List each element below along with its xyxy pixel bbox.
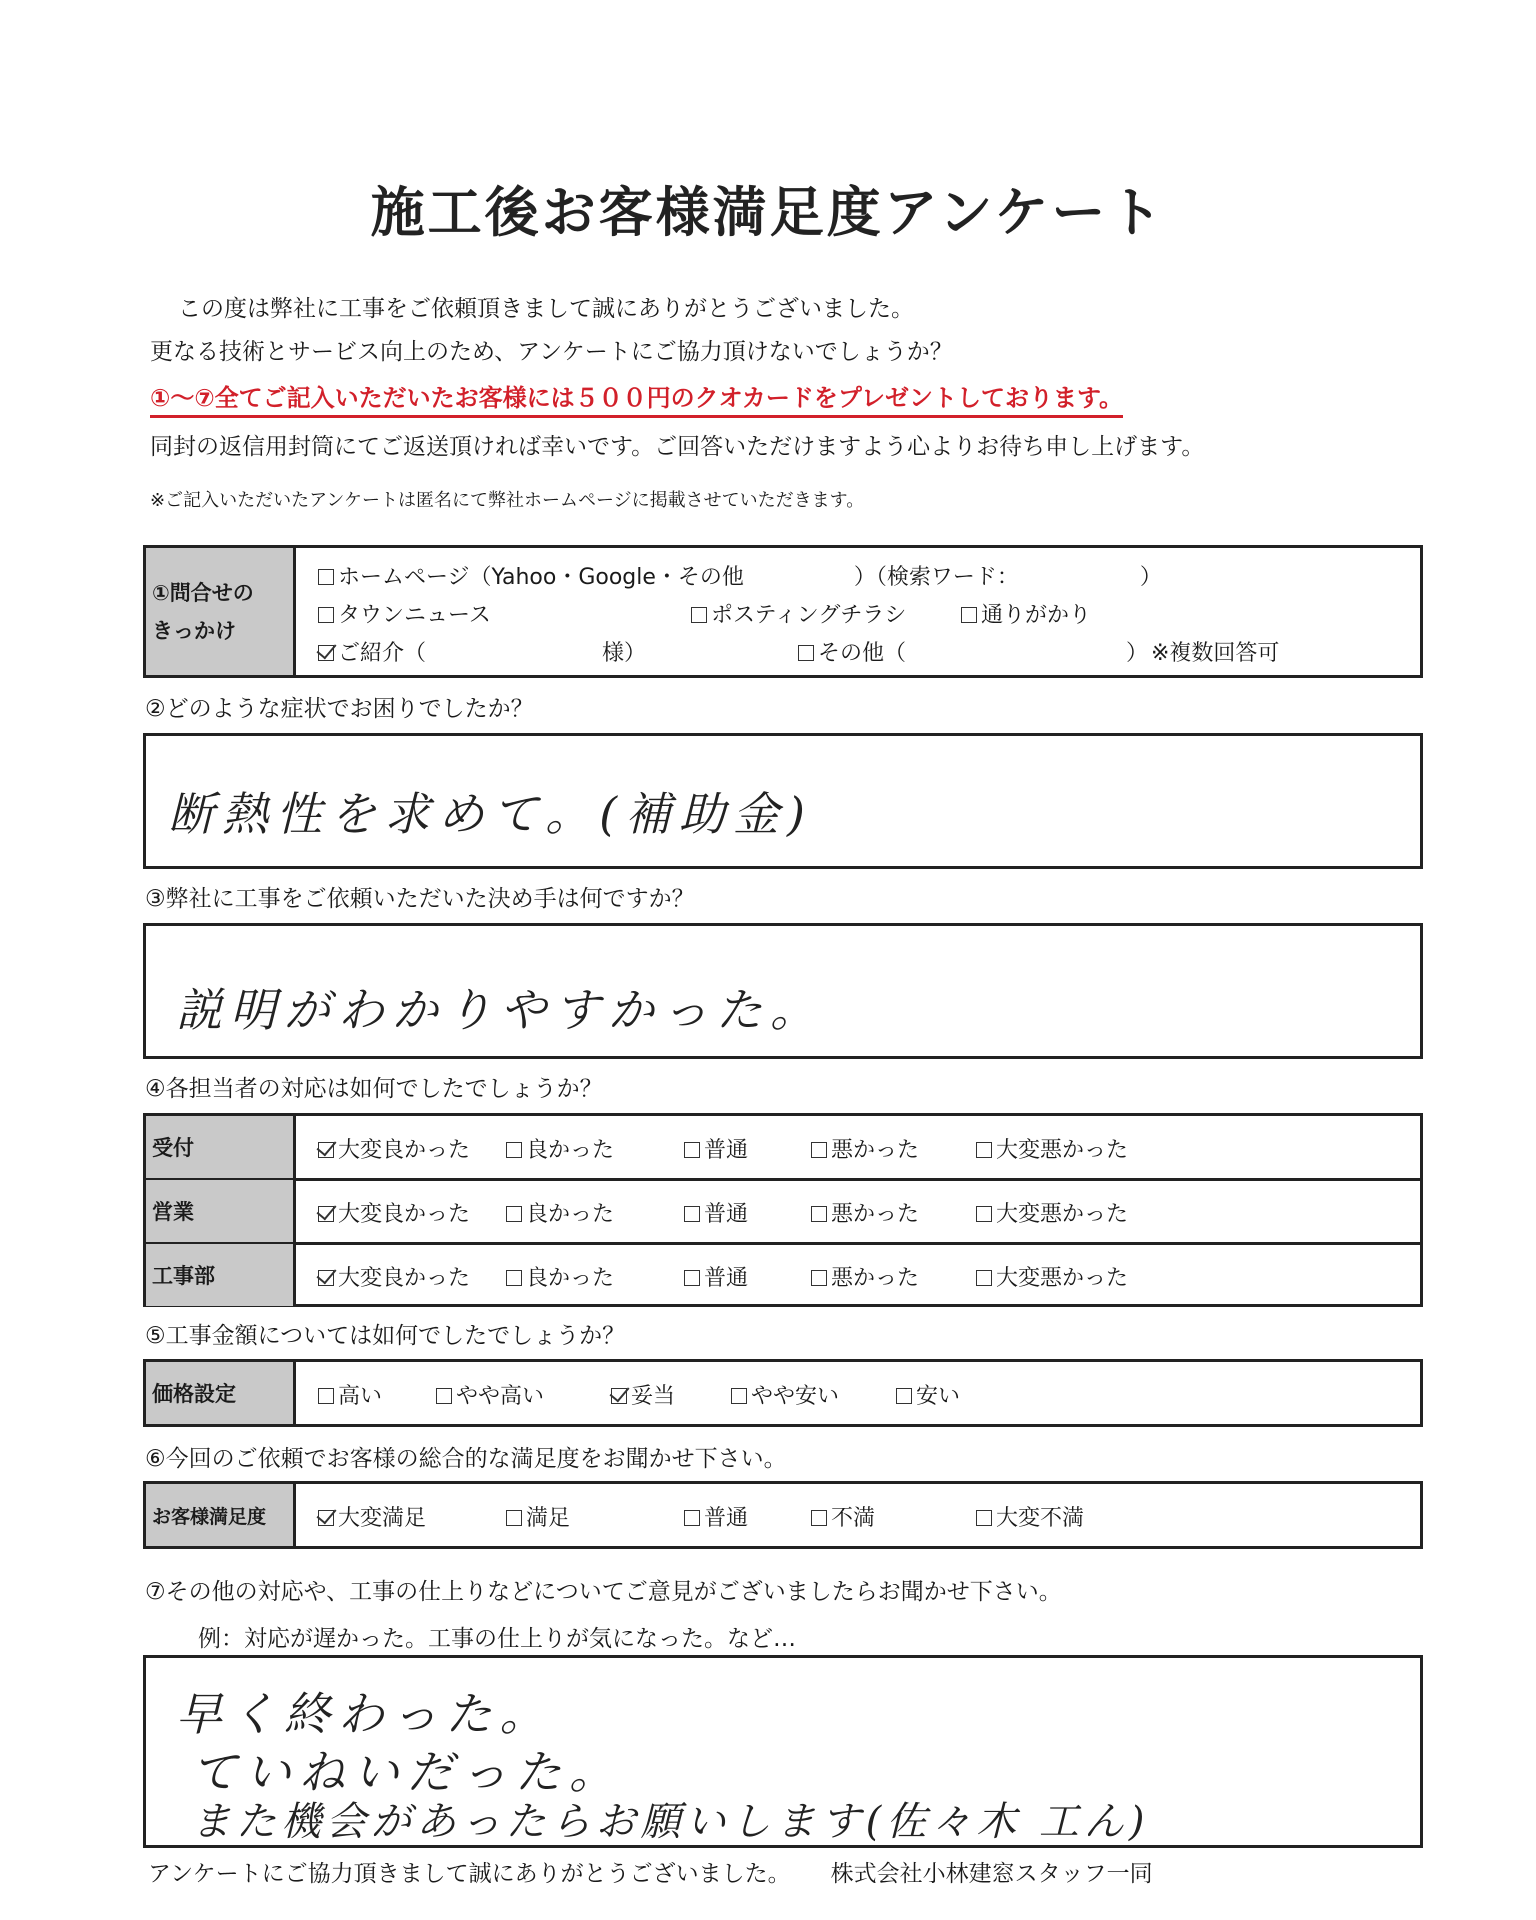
checkbox-icon[interactable] [811,1510,827,1526]
checkbox-icon[interactable] [318,569,334,585]
q4-row-2-opt-4[interactable] [976,1261,1128,1292]
q6-opt-label: 普通 [704,1506,749,1531]
q4-row-0-opt-label: 良かった [526,1138,615,1163]
q4-row-1-opt-4[interactable] [976,1197,1128,1228]
checkbox-icon[interactable] [731,1388,747,1404]
q6-label: お客様満足度 [146,1484,296,1546]
q4-question: ④各担当者の対応は如何でしたでしょうか？ [145,1076,603,1102]
q7-answer-line-1: 早く終わった。 [176,1687,554,1741]
q4-row-0-opt-2[interactable] [684,1133,748,1164]
q7-answer-line-3: また機会があったらお願いします(佐々木 工ん) [191,1799,1150,1845]
q4-row [146,1180,1420,1245]
q4-row-1-opt-label: 普通 [704,1202,749,1227]
q6-box [143,1481,1423,1549]
checkbox-icon[interactable] [976,1510,992,1526]
q6-opt-label: 不満 [831,1506,876,1531]
q4-row [146,1116,1420,1181]
q4-box [143,1113,1423,1307]
checkbox-icon[interactable] [684,1510,700,1526]
q4-row-2-opt-label: 大変良かった [338,1266,471,1291]
q6-opt-label: 大変不満 [996,1506,1085,1531]
checkbox-icon[interactable] [506,1142,522,1158]
q1-opt-passing[interactable] [961,598,1091,629]
intro-line-4: 同封の返信用封筒にてご返送頂ければ幸いです。ご回答いただけますよう心よりお待ち申し上げます。 [150,434,1205,460]
q1-opt-homepage[interactable] [318,560,1162,591]
footer-thanks: アンケートにご協力頂きまして誠にありがとうございました。 [148,1861,791,1887]
checkbox-icon[interactable] [976,1206,992,1222]
q1-opt-intro-label: ご紹介（ 様） [338,641,647,666]
checkbox-checked-icon[interactable] [318,1270,334,1286]
checkbox-icon[interactable] [811,1270,827,1286]
q5-question: ⑤工事金額については如何でしたでしょうか？ [145,1323,626,1349]
q1-opt-homepage-label: ホームページ（Yahoo・Google・その他 ）（検索ワード： ） [338,565,1162,590]
q4-row-1-opt-0[interactable] [318,1197,470,1228]
q5-opt-label: 安い [916,1384,961,1409]
checkbox-icon[interactable] [961,607,977,623]
q1-opt-intro[interactable] [318,636,646,667]
q4-row-2-opt-label: 大変悪かった [996,1266,1129,1291]
q4-row-2-opt-0[interactable] [318,1261,470,1292]
checkbox-icon[interactable] [506,1270,522,1286]
checkbox-checked-icon[interactable] [318,1510,334,1526]
footer-company: 株式会社小林建窓スタッフ一同 [830,1861,1153,1887]
checkbox-icon[interactable] [684,1142,700,1158]
q6-question: ⑥今回のご依頼でお客様の総合的な満足度をお聞かせ下さい。 [145,1446,787,1472]
q2-answer: 断熱性を求めて。(補助金) [168,787,813,841]
q5-opt-0[interactable] [318,1379,382,1410]
q1-opt-posting[interactable] [691,598,906,629]
checkbox-icon[interactable] [811,1206,827,1222]
q4-row-label: 工事部 [146,1244,296,1306]
q5-label: 価格設定 [146,1362,296,1424]
intro-present-notice: ①〜⑦全てご記入いただいたお客様には５００円のクオカードをプレゼントしております。 [150,378,1123,418]
q4-row-2-opt-label: 普通 [704,1266,749,1291]
q5-opt-2[interactable] [611,1379,675,1410]
checkbox-icon[interactable] [436,1388,452,1404]
checkbox-icon[interactable] [318,607,334,623]
q1-opt-posting-label: ポスティングチラシ [711,603,907,628]
q4-row-1-opt-label: 大変良かった [338,1202,471,1227]
q2-answer-box[interactable] [143,733,1423,869]
q1-multi-note: ※複数回答可 [1151,641,1280,666]
q4-row-0-opt-3[interactable] [811,1133,919,1164]
q5-opt-label: やや高い [456,1384,545,1409]
q6-opt-label: 満足 [526,1506,571,1531]
q2-question: ②どのような症状でお困りでしたか？ [145,696,534,722]
q4-row-1-opt-1[interactable] [506,1197,614,1228]
checkbox-icon[interactable] [896,1388,912,1404]
q7-answer-box[interactable] [143,1655,1423,1848]
q5-box [143,1359,1423,1427]
q4-row [146,1244,1420,1306]
q4-row-0-opt-label: 悪かった [831,1138,920,1163]
q1-opt-other[interactable] [798,636,1148,667]
q4-row-label: 受付 [146,1116,296,1178]
checkbox-checked-icon[interactable] [611,1388,627,1404]
footer [148,1855,1153,1888]
q4-row-0-opt-1[interactable] [506,1133,614,1164]
checkbox-checked-icon[interactable] [318,1142,334,1158]
q6-opt-label: 大変満足 [338,1506,427,1531]
q1-opt-passing-label: 通りがかり [981,603,1092,628]
q7-question: ⑦その他の対応や、工事の仕上りなどについてご意見がございましたらお聞かせ下さい。 [145,1579,1062,1605]
q6-opt-4[interactable] [976,1501,1084,1532]
intro-note: ※ご記入いただいたアンケートは匿名にて弊社ホームページに掲載させていただきます。 [150,490,865,511]
page-title: 施工後お客様満足度アンケート [370,181,1166,244]
q4-row-label: 営業 [146,1180,296,1242]
q4-row-0-opt-4[interactable] [976,1133,1128,1164]
checkbox-icon[interactable] [506,1206,522,1222]
q5-opt-1[interactable] [436,1379,544,1410]
q6-opt-2[interactable] [684,1501,748,1532]
q4-row-1-opt-2[interactable] [684,1197,748,1228]
intro-line-1: この度は弊社に工事をご依頼頂きまして誠にありがとうございました。 [178,296,914,322]
checkbox-icon[interactable] [318,1388,334,1404]
checkbox-icon[interactable] [976,1142,992,1158]
q4-row-0-opt-0[interactable] [318,1133,470,1164]
q5-opt-3[interactable] [731,1379,839,1410]
q5-opt-label: やや安い [751,1384,840,1409]
q7-example: 例：対応が遅かった。工事の仕上りが気になった。など… [198,1626,796,1652]
q3-answer-box[interactable] [143,923,1423,1059]
checkbox-icon[interactable] [684,1206,700,1222]
q4-row-1-opt-3[interactable] [811,1197,919,1228]
q1-label: ①問合せの きっかけ [146,548,296,675]
q1-box [143,545,1423,678]
checkbox-checked-icon[interactable] [318,645,334,661]
q4-row-0-opt-label: 大変悪かった [996,1138,1129,1163]
q4-row-2-opt-3[interactable] [811,1261,919,1292]
q4-row-1-opt-label: 良かった [526,1202,615,1227]
q4-row-2-opt-label: 悪かった [831,1266,920,1291]
q1-opt-town[interactable] [318,598,491,629]
checkbox-checked-icon[interactable] [318,1206,334,1222]
checkbox-icon[interactable] [684,1270,700,1286]
q4-row-1-opt-label: 悪かった [831,1202,920,1227]
q3-answer: 説明がわかりやすかった。 [176,983,824,1037]
q4-row-1-opt-label: 大変悪かった [996,1202,1129,1227]
q4-row-0-opt-label: 普通 [704,1138,749,1163]
q1-opt-town-label: タウンニュース [338,603,491,628]
q5-opt-label: 高い [338,1384,383,1409]
q5-opt-label: 妥当 [631,1384,676,1409]
checkbox-icon[interactable] [976,1270,992,1286]
q6-opt-3[interactable] [811,1501,875,1532]
q4-row-2-opt-label: 良かった [526,1266,615,1291]
intro-line-2: 更なる技術とサービス向上のため、アンケートにご協力頂けないでしょうか？ [150,339,953,365]
q6-opt-0[interactable] [318,1501,426,1532]
checkbox-icon[interactable] [691,607,707,623]
q6-opt-1[interactable] [506,1501,570,1532]
q3-question: ③弊社に工事をご依頼いただいた決め手は何ですか？ [145,886,695,912]
checkbox-icon[interactable] [506,1510,522,1526]
checkbox-icon[interactable] [811,1142,827,1158]
checkbox-icon[interactable] [798,645,814,661]
q7-answer-line-2: ていねいだった。 [191,1745,623,1799]
q4-row-0-opt-label: 大変良かった [338,1138,471,1163]
q4-row-2-opt-1[interactable] [506,1261,614,1292]
q1-opt-other-label: その他（ ） [818,641,1149,666]
q4-row-2-opt-2[interactable] [684,1261,748,1292]
q5-opt-4[interactable] [896,1379,960,1410]
